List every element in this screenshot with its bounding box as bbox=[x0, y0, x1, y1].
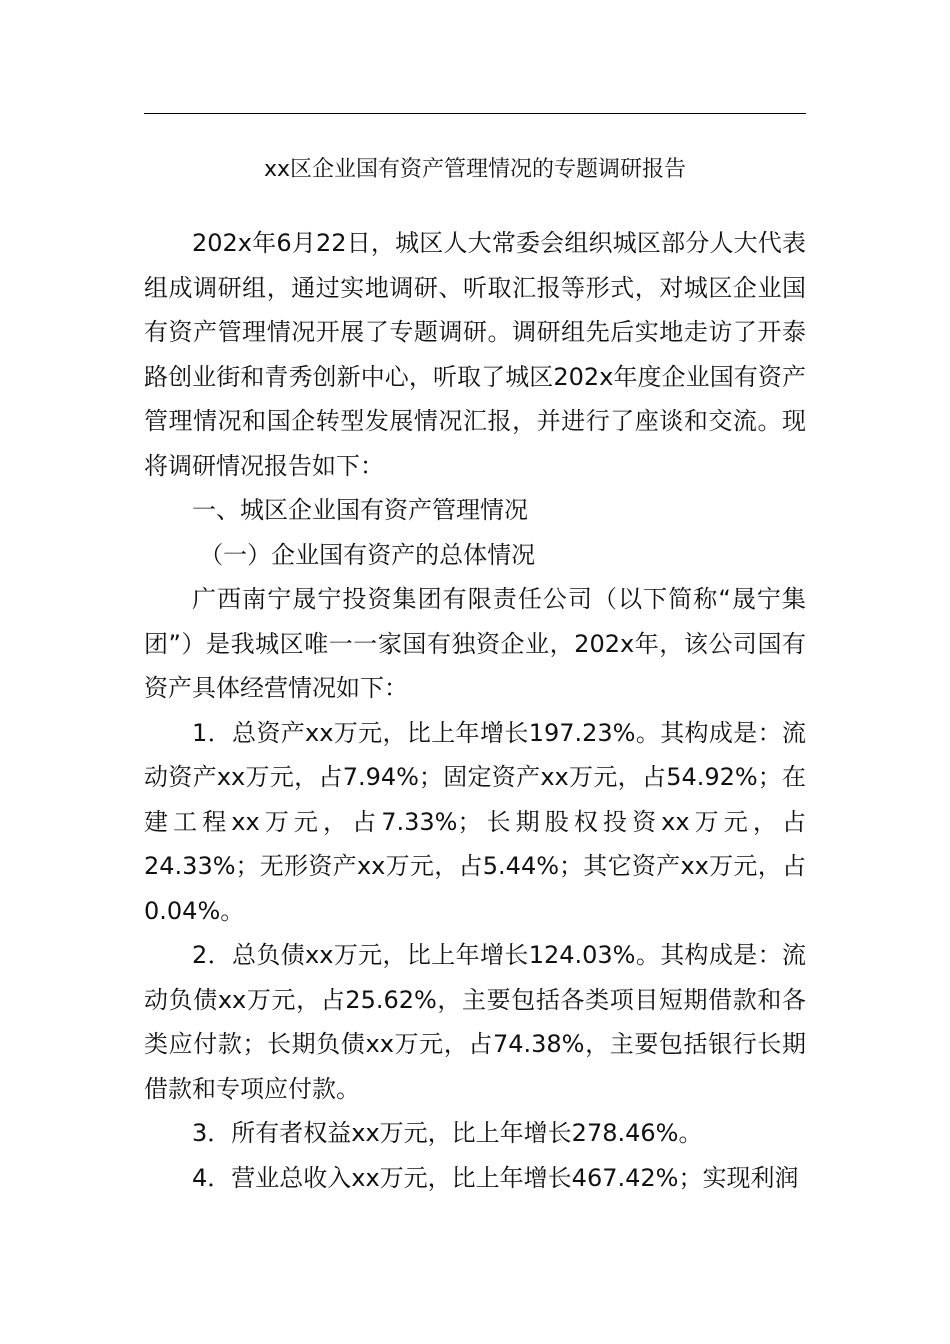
item-total-assets: 1．总资产xx万元，比上年增长197.23%。其构成是：流动资产xx万元，占7.94%；固定资产xx万元，占54.92%；在建工程xx万元，占7.33%；长期股权投资xx万元，占24.33%；无形资产xx万元，占5.44%；其它资产xx万元，占0.04%。 bbox=[144, 718, 806, 925]
item-owners-equity: 3．所有者权益xx万元，比上年增长278.46%。 bbox=[192, 1119, 703, 1147]
subsection-heading-1: （一）企业国有资产的总体情况 bbox=[199, 540, 536, 569]
item-revenue: 4．营业总收入xx万元，比上年增长467.42%；实现利润 bbox=[192, 1163, 799, 1192]
company-paragraph: 广西南宁晟宁投资集团有限责任公司（以下简称“晟宁集团”）是我城区唯一一家国有独资企业，202x年，该公司国有资产具体经营情况如下： bbox=[144, 585, 806, 702]
header-rule bbox=[144, 113, 806, 114]
item-total-liabilities: 2．总负债xx万元，比上年增长124.03%。其构成是：流动负债xx万元，占25.62%，主要包括各类项目短期借款和各类应付款；长期负债xx万元，占74.38%，主要包括银行长期借款和专项应付款。 bbox=[144, 941, 806, 1103]
document-body bbox=[144, 221, 806, 1200]
document-title: xx区企业国有资产管理情况的专题调研报告 bbox=[263, 157, 687, 182]
section-heading-1: 一、城区企业国有资产管理情况 bbox=[192, 496, 528, 524]
intro-paragraph: 202x年6月22日，城区人大常委会组织城区部分人大代表组成调研组，通过实地调研、听取汇报等形式，对城区企业国有资产管理情况开展了专题调研。调研组先后实地走访了开泰路创业街和青秀创新中心，听取了城区202x年度企业国有资产管理情况和国企转型发展情况汇报，并进行了座谈和交流。现将调研情况报告如下： bbox=[144, 229, 806, 480]
